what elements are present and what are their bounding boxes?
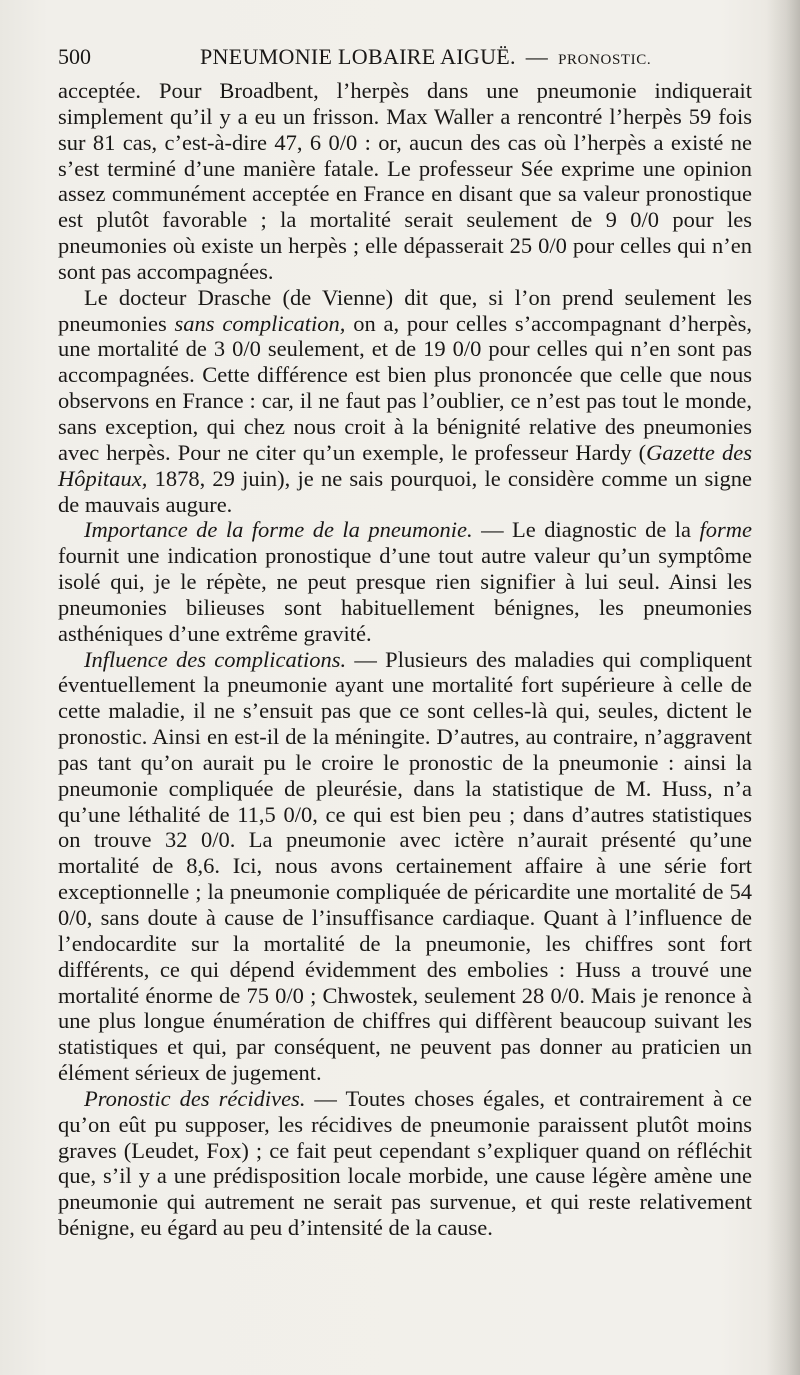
text-run: — Le diagnostic de la — [472, 517, 700, 543]
body-text — [58, 78, 752, 1241]
running-title-main: PNEUMONIE LOBAIRE AIGUË. — [200, 44, 516, 69]
text-run: acceptée. Pour Broadbent, l’herpès dans une pneumonie indiquerait simplement qu’il y a eu un frisson. Max Waller a rencontré l’herpès 59 fois sur 81 cas, c’est-à-dire 47, 6 0/0 : or, aucun des cas où l’herpès a existé ne s’est terminé d’une manière fatale. Le professeur Sée exprime une opinion assez communément acceptée en France en disant que sa valeur pronostique est plutôt favorable ; la mortalité serait seulement de 9 0/0 pour les pneumonies où existe un herpès ; elle dépasserait 25 0/0 pour celles qui n’en sont pas accompagnées. — [58, 78, 752, 284]
text-run: — Plusieurs des maladies qui compliquent éventuellement la pneumonie ayant une mortalité fort supérieure à celle de cette maladie, il ne s’ensuit pas que ce sont celles-là qui, seules, dictent le pronostic. Ainsi en est-il de la méningite. D’autres, au contraire, n’aggravent pas tant qu’on aurait pu le croire le pronostic de la pneumonie : ainsi la pneumonie compliquée de pleurésie, dans la statistique de M. Huss, n’a qu’une léthalité de 11,5 0/0, ce qui est bien peu ; dans d’autres statistiques on trouve 32 0/0. La pneumonie avec ictère n’aurait présenté qu’une mortalité de 8,6. Ici, nous avons certainement affaire à une série fort exceptionnelle ; la pneumonie compliquée de péricardite une mortalité de 54 0/0, sans doute à cause de l’insuffisance cardiaque. Quant à l’influence de l’endocardite sur la mortalité de la pneumonie, les chiffres sont fort différents, ce qui dépend évidemment des embolies : Huss a trouvé une mortalité énorme de 75 0/0 ; Chwostek, seulement 28 0/0. Mais je renonce à une plus longue énumération de chiffres qui diffèrent beaucoup suivant les statistiques et qui, par conséquent, ne peuvent pas donner au praticien un élément sérieux de jugement. — [58, 646, 752, 1086]
italic-text: Gazette des Hôpitaux, — [58, 439, 752, 491]
paragraph — [58, 1086, 752, 1241]
text-run: 1878, 29 juin), je ne sais pourquoi, le considère comme un signe de mauvais augure. — [58, 465, 752, 517]
running-title-section: PRONOSTIC. — [558, 52, 652, 68]
page-number: 500 — [58, 44, 91, 69]
paragraph — [58, 647, 752, 1086]
italic-text: forme — [699, 517, 752, 543]
running-header — [58, 44, 748, 74]
italic-text: Importance de la forme de la pneumonie. — [84, 517, 473, 543]
paragraph — [58, 285, 752, 518]
italic-text: Pronostic des récidives. — [84, 1085, 306, 1111]
text-run: fournit une indication pronostique d’une tout autre valeur qu’un symptôme isolé qui, je le répète, ne peut presque rien signifier à lui seul. Ainsi les pneumonies bilieuses sont habituellement bénignes, les pneumonies asthéniques d’une extrême gravité. — [58, 543, 752, 646]
paragraph — [58, 517, 752, 646]
italic-text: sans complication, — [174, 310, 346, 336]
text-run: Le docteur Drasche (de Vienne) dit que, si l’on prend seulement les pneumonies — [58, 284, 752, 336]
paragraph — [58, 78, 752, 285]
italic-text: Influence des complications. — [84, 646, 347, 672]
running-title — [200, 44, 651, 70]
page-edge-shadow — [766, 0, 800, 1375]
running-title-dash: — — [525, 44, 549, 69]
text-run: — Toutes choses égales, et contrairement à ce qu’on eût pu supposer, les récidives de pneumonie paraissent plutôt moins graves (Leudet, Fox) ; ce fait peut cependant s’expliquer quand on réfléchit que, s’il y a une prédisposition locale morbide, une cause légère amène une pneumonie qui autrement ne serait pas survenue, et qui reste relativement bénigne, eu égard au peu d’intensité de la cause. — [58, 1085, 752, 1241]
text-run: on a, pour celles s’accompagnant d’herpès, une mortalité de 3 0/0 seulement, et de 19 0/0 pour celles qui n’en sont pas accompagnées. Cette différence est bien plus prononcée que celle que nous observons en France : car, il ne faut pas l’oublier, ce n’est pas tout le monde, sans exception, qui chez nous croit à la bénignité relative des pneumonies avec herpès. Pour ne citer qu’un exemple, le professeur Hardy ( — [58, 310, 752, 465]
